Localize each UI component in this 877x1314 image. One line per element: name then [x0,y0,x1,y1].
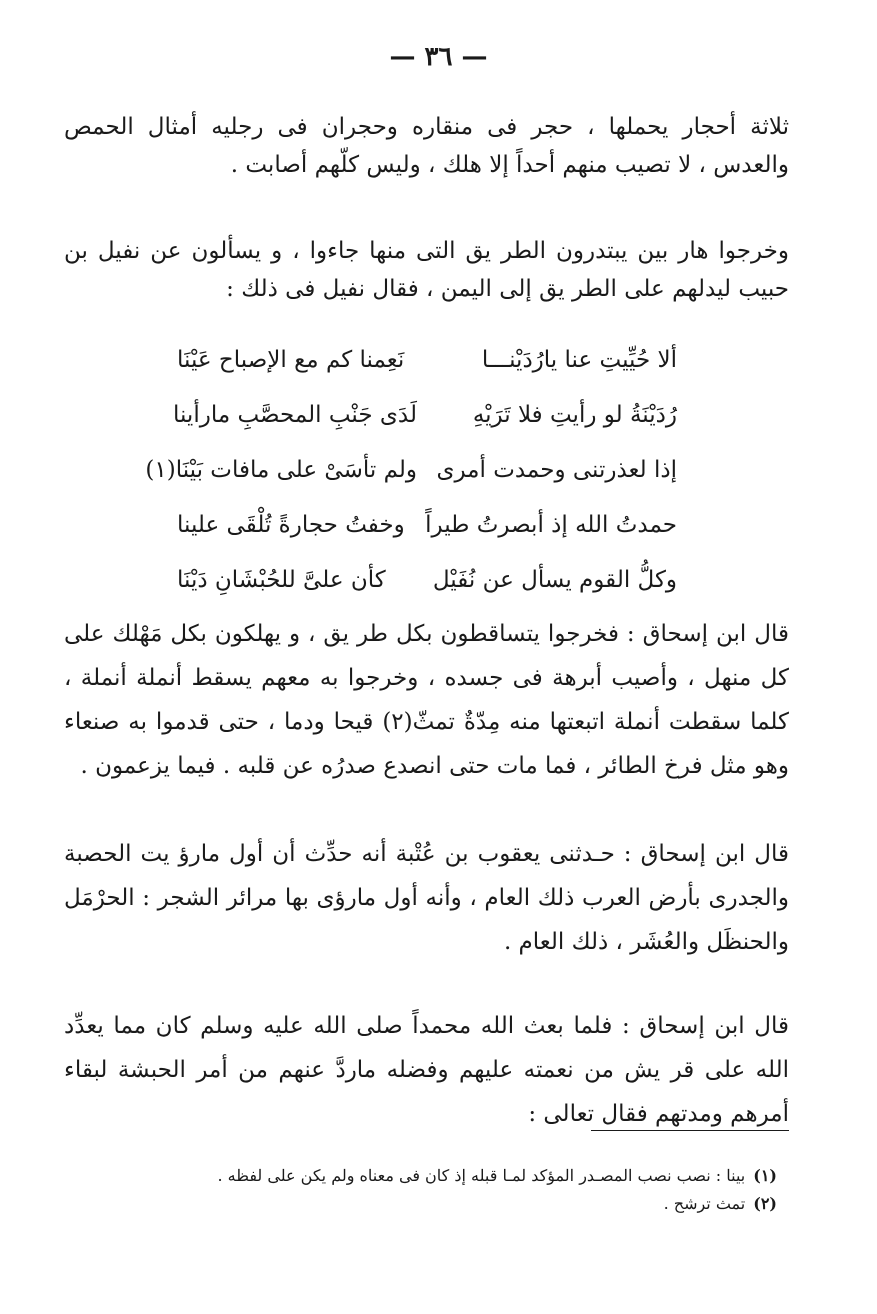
footnote-marker: (٢) [753,1194,777,1213]
footnote-text: تمث ترشح . [663,1194,746,1213]
poem-line [172,387,677,442]
poem-second-hemistich: نَعِمنا كم مع الإصباح عَيْنَا [177,346,405,373]
poem-second-hemistich: لَدَى جَنْبِ المحصَّبِ مارأينا [172,401,417,428]
paragraph-text: قال ابن إسحاق : فلما بعث الله محمداً صلى الله عليه وسلم كان مما يعدِّد الله على قر يش من نعمته عليهم وفضله ماردَّ عنهم من أمر الحبشة لبقاء أمرهم ومدتهم فقال تعالى : [64,1013,789,1127]
paragraph-text: قال ابن إسحاق : فخرجوا يتساقطون بكل طر يق ، و يهلكون بكل مَهْلك على كل منهل ، وأصيب أبرهة فى جسده ، وخرجوا به معهم يسقط أنملة أنملة ، كلما سقطت أنملة اتبعتها منه مِدّةٌ تمثّ(٢) قيحا ودما ، حتى قدموا به صنعاء وهو مثل فرخ الطائر ، فما مات حتى انصدع صدرُه عن قلبه . فيما يزعمون . [64,621,789,779]
poem-second-hemistich: كأن علىَّ للحُبْشَانِ دَيْنَا [177,566,386,593]
poem-first-hemistich: إذا لعذرتنى وحمدت أمرى [436,456,677,483]
poem-second-hemistich: وخفتُ حجارةً تُلْقَى علينا [177,511,405,538]
poem-line [177,497,677,552]
paragraph-text: ثلاثة أحجار يحملها ، حجر فى منقاره وحجران فى رجليه أمثال الحمص والعدس ، لا تصيب منهم أحداً إلا هلك ، وليس كلّهم أصابت . [64,114,789,178]
footnote-divider [591,1130,789,1131]
paragraph [64,108,789,184]
paragraph [64,612,789,788]
poem-first-hemistich: رُدَيْنَةُ لو رأيتِ فلا تَرَيْهِ [472,401,677,428]
paragraph [64,1004,789,1136]
footnote [77,1190,777,1218]
page-number: — ٣٦ — [389,42,488,72]
poem-first-hemistich: حمدتُ الله إذ أبصرتُ طيراً [425,511,677,538]
paragraph-text: قال ابن إسحاق : حـدثنى يعقوب بن عُتْبة أنه حدِّث أن أول مارؤ يت الحصبة والجدرى بأرض العرب ذلك العام ، وأنه أول مارؤى بها مرائر الشجر : الحرْمَل والحنظَل والعُشَر ، ذلك العام . [64,841,789,955]
footnote [77,1162,777,1190]
poem-first-hemistich: ألا حُيِّيتِ عنا يارُدَيْنـــا [481,346,677,373]
poem-first-hemistich: وكلُّ القوم يسأل عن نُفَيْل [432,566,677,593]
poem-second-hemistich: ولم تأسَىْ على مافات بَيْنَا(١) [145,456,417,483]
footnote-marker: (١) [753,1166,777,1185]
paragraph-text: وخرجوا هار بين يبتدرون الطر يق التى منها جاءوا ، و يسألون عن نفيل بن حبيب ليدلهم على الطر يق إلى اليمن ، فقال نفيل فى ذلك : [64,238,789,302]
poem [145,332,677,607]
footnote-text: بينا : نصب نصب المصـدر المؤكد لمـا قبله إذ كان فى معناه ولم يكن على لفظه . [217,1166,746,1185]
poem-line [145,442,677,497]
poem-line [177,552,677,607]
footnotes [77,1162,777,1218]
paragraph [64,832,789,964]
paragraph [64,232,789,308]
poem-line [177,332,677,387]
